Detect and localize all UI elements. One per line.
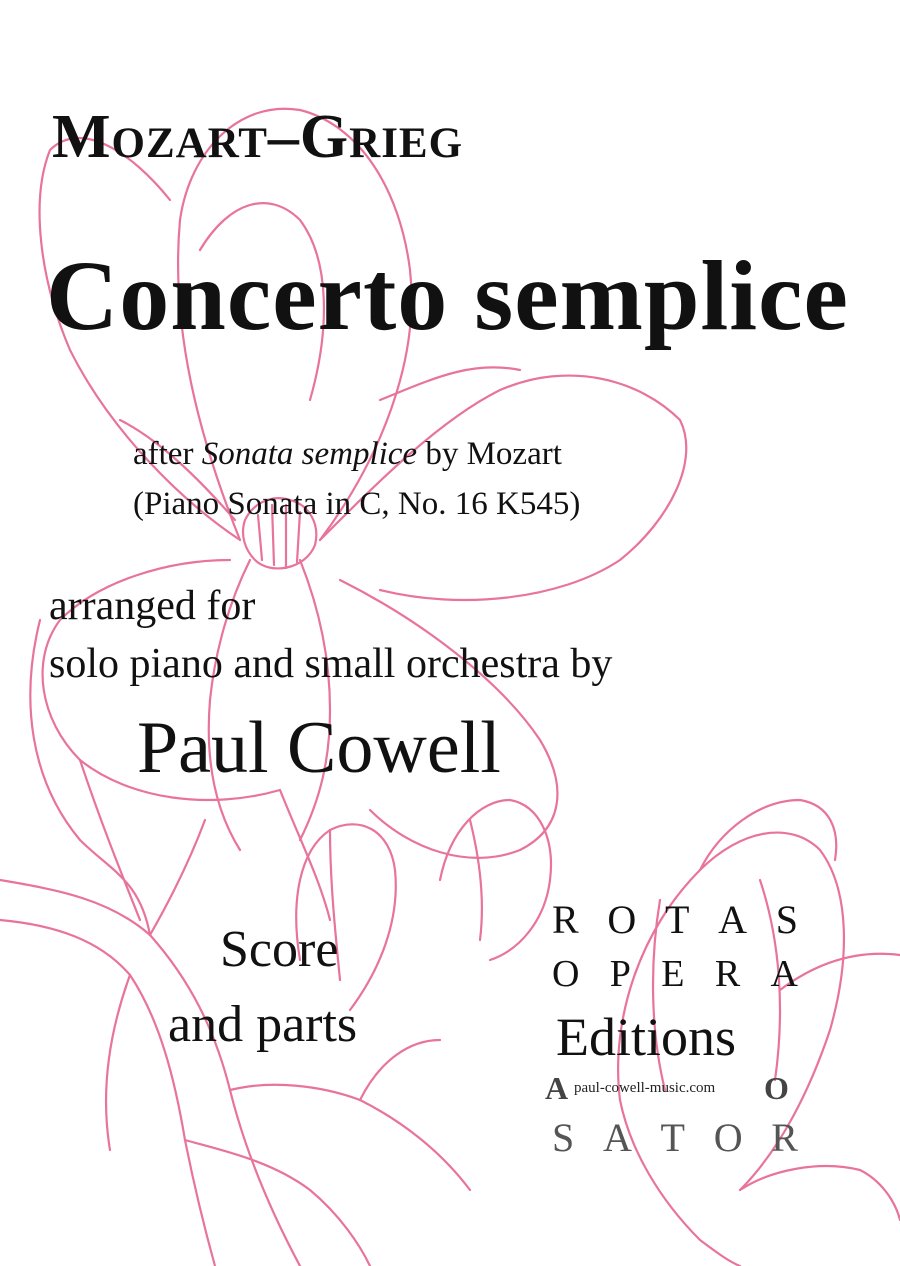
square-letter: S (552, 1115, 575, 1160)
arranger-name: Paul Cowell (137, 707, 501, 789)
arranged-line-2: solo piano and small orchestra by (49, 641, 613, 687)
publisher-name: Editions (556, 1007, 737, 1067)
composers-heading: Mozart–Grieg (52, 103, 464, 171)
square-letter: A (770, 953, 798, 995)
publisher-square-row-1 (552, 896, 798, 943)
edition-line-1: Score (220, 921, 339, 978)
square-letter: T (664, 897, 690, 942)
square-letter: R (714, 953, 741, 995)
square-letter: R (771, 1115, 798, 1160)
square-letter: E (661, 953, 685, 995)
square-letter: P (609, 953, 631, 995)
square-letter: O (713, 1115, 743, 1160)
page-title: Concerto semplice (46, 240, 849, 351)
edition-line-2: and parts (168, 996, 358, 1053)
square-letter: A (602, 1115, 632, 1160)
source-suffix: by Mozart (417, 436, 562, 472)
square-letter: S (775, 897, 798, 942)
square-letter: O (552, 953, 580, 995)
arranged-line-1: arranged for (49, 583, 256, 629)
original-work-line: (Piano Sonata in C, No. 16 K545) (133, 486, 581, 522)
source-line (133, 436, 562, 473)
square-letter: T (660, 1115, 685, 1160)
square-letter: A (718, 897, 748, 942)
publisher-website: paul-cowell-music.com (574, 1080, 716, 1096)
publisher-square-row-3 (552, 1114, 798, 1161)
publisher-letter-a: A (545, 1070, 569, 1106)
source-work-title: Sonata semplice (201, 436, 418, 472)
square-letter: O (607, 897, 637, 942)
publisher-square-row-2 (552, 952, 798, 996)
publisher-letter-o: O (764, 1070, 789, 1106)
source-prefix: after (133, 436, 202, 472)
square-letter: R (552, 897, 579, 942)
